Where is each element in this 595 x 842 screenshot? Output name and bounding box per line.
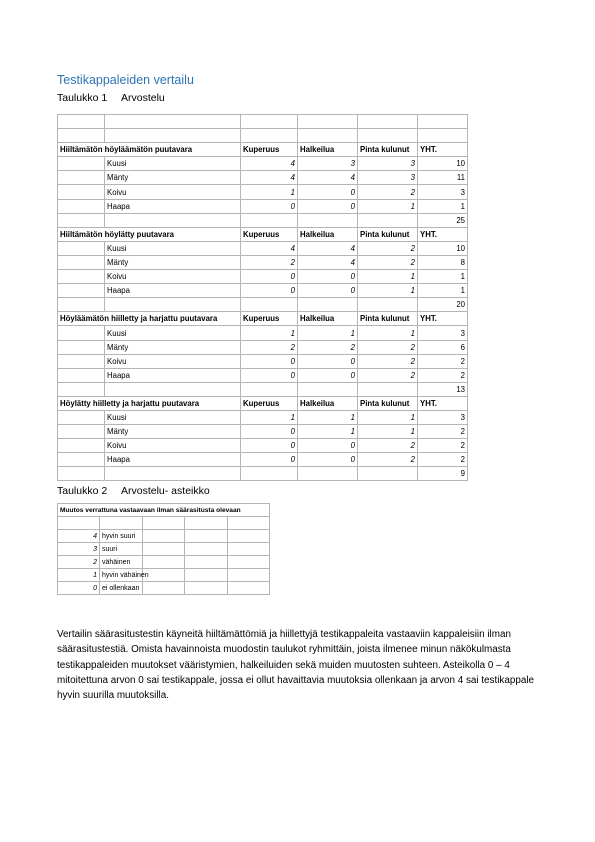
table-cell-empty xyxy=(58,157,105,171)
yht-value: 10 xyxy=(418,157,468,171)
table-cell-empty xyxy=(100,517,143,530)
rating-scale-table xyxy=(57,503,270,595)
wood-type: Mänty xyxy=(105,340,241,354)
wood-type: Kuusi xyxy=(105,326,241,340)
yht-value: 2 xyxy=(418,453,468,467)
table-total-row xyxy=(58,213,468,227)
kuperuus-value: 0 xyxy=(241,439,298,453)
column-header: Pinta kulunut xyxy=(358,312,418,326)
kuperuus-value: 1 xyxy=(241,185,298,199)
table-cell-empty xyxy=(58,129,105,143)
table-cell-empty xyxy=(228,530,270,543)
scale-row xyxy=(58,530,270,543)
pinta-kulunut-value: 2 xyxy=(358,340,418,354)
table-cell-empty xyxy=(358,115,418,129)
pinta-kulunut-value: 2 xyxy=(358,439,418,453)
table-cell-empty xyxy=(358,467,418,481)
halkeilua-value: 0 xyxy=(298,439,358,453)
table-cell-empty xyxy=(58,439,105,453)
table-row xyxy=(58,157,468,171)
wood-type: Haapa xyxy=(105,199,241,213)
table-cell-empty xyxy=(58,425,105,439)
table-cell-empty xyxy=(418,115,468,129)
table-row xyxy=(58,368,468,382)
table-cell-empty xyxy=(228,556,270,569)
table-cell-empty xyxy=(58,453,105,467)
table-cell-empty xyxy=(58,199,105,213)
wood-type: Haapa xyxy=(105,453,241,467)
scale-label: hyvin vähäinen xyxy=(100,569,143,582)
table-cell-empty xyxy=(298,115,358,129)
halkeilua-value: 4 xyxy=(298,241,358,255)
table-cell-empty xyxy=(241,382,298,396)
table-total-row xyxy=(58,382,468,396)
yht-value: 10 xyxy=(418,241,468,255)
kuperuus-value: 0 xyxy=(241,284,298,298)
kuperuus-value: 0 xyxy=(241,425,298,439)
table-cell-empty xyxy=(241,298,298,312)
table-row xyxy=(58,270,468,284)
table-cell-empty xyxy=(298,213,358,227)
table-cell-empty xyxy=(58,340,105,354)
column-header: Halkeilua xyxy=(298,227,358,241)
column-header: YHT. xyxy=(418,143,468,157)
table-total-row xyxy=(58,467,468,481)
table-cell-empty xyxy=(358,382,418,396)
body-paragraph: Vertailin säärasitustestin käyneitä hiiltämättömiä ja hiillettyjä testikappaleita vastaaviin kappaleisiin ilman säärasitustestiä. Omista havainnoista muodostin taulukot ryhmittäin, joista ilmenee minun näkökulmasta testikappaleiden muutokset vääristymien, halkeiluiden sekä muiden muutosten suhteen. Asteikolla 0 – 4 mitoitettuna arvon 0 sai testikappale, jossa ei ollut havaittavia muutoksia ollenkaan ja arvon 4 sai testikappale hyvin suurilla muutoksilla. xyxy=(57,629,535,702)
column-header: Pinta kulunut xyxy=(358,227,418,241)
table-cell-empty xyxy=(143,556,185,569)
table-cell-empty xyxy=(58,213,105,227)
yht-value: 1 xyxy=(418,284,468,298)
table-cell-empty xyxy=(58,241,105,255)
kuperuus-value: 4 xyxy=(241,171,298,185)
pinta-kulunut-value: 2 xyxy=(358,185,418,199)
table-cell-empty xyxy=(58,517,100,530)
wood-type: Kuusi xyxy=(105,157,241,171)
column-header: Kuperuus xyxy=(241,312,298,326)
group-title: Höylätty hiilletty ja harjattu puutavara xyxy=(58,396,241,410)
kuperuus-value: 0 xyxy=(241,354,298,368)
table-row-blank xyxy=(58,517,270,530)
wood-type: Koivu xyxy=(105,439,241,453)
group-total: 13 xyxy=(418,382,468,396)
halkeilua-value: 1 xyxy=(298,410,358,424)
scale-row xyxy=(58,543,270,556)
table-cell-empty xyxy=(58,255,105,269)
table-row xyxy=(58,453,468,467)
column-header: Kuperuus xyxy=(241,143,298,157)
table-cell-empty xyxy=(58,354,105,368)
kuperuus-value: 4 xyxy=(241,241,298,255)
table-cell-empty xyxy=(58,298,105,312)
kuperuus-value: 1 xyxy=(241,326,298,340)
table-cell-empty xyxy=(58,467,105,481)
table-cell-empty xyxy=(185,543,228,556)
pinta-kulunut-value: 1 xyxy=(358,270,418,284)
scale-value: 2 xyxy=(58,556,100,569)
group-total: 20 xyxy=(418,298,468,312)
yht-value: 3 xyxy=(418,410,468,424)
scale-value: 1 xyxy=(58,569,100,582)
table-row xyxy=(58,284,468,298)
halkeilua-value: 1 xyxy=(298,326,358,340)
table-cell-empty xyxy=(105,382,241,396)
kuperuus-value: 0 xyxy=(241,368,298,382)
group-title: Hiiltämätön höylätty puutavara xyxy=(58,227,241,241)
section-heading: Testikappaleiden vertailu xyxy=(57,73,194,87)
yht-value: 2 xyxy=(418,354,468,368)
yht-value: 2 xyxy=(418,439,468,453)
wood-type: Koivu xyxy=(105,354,241,368)
table-cell-empty xyxy=(143,543,185,556)
pinta-kulunut-value: 2 xyxy=(358,255,418,269)
table-row xyxy=(58,425,468,439)
table-cell-empty xyxy=(58,270,105,284)
table-cell-empty xyxy=(105,115,241,129)
table-cell-empty xyxy=(105,298,241,312)
table-cell-empty xyxy=(241,129,298,143)
table-cell-empty xyxy=(241,115,298,129)
table-cell-empty xyxy=(58,368,105,382)
pinta-kulunut-value: 2 xyxy=(358,241,418,255)
column-header: YHT. xyxy=(418,227,468,241)
scale-label: suuri xyxy=(100,543,143,556)
column-header: Halkeilua xyxy=(298,143,358,157)
scale-label: ei ollenkaan xyxy=(100,582,143,595)
halkeilua-value: 4 xyxy=(298,171,358,185)
kuperuus-value: 1 xyxy=(241,410,298,424)
table-cell-empty xyxy=(143,582,185,595)
scale-row xyxy=(58,582,270,595)
halkeilua-value: 1 xyxy=(298,425,358,439)
halkeilua-value: 0 xyxy=(298,354,358,368)
wood-type: Haapa xyxy=(105,284,241,298)
yht-value: 6 xyxy=(418,340,468,354)
column-header: Pinta kulunut xyxy=(358,396,418,410)
table-cell-empty xyxy=(298,467,358,481)
column-header: Kuperuus xyxy=(241,396,298,410)
wood-type: Kuusi xyxy=(105,241,241,255)
halkeilua-value: 0 xyxy=(298,270,358,284)
table-cell-empty xyxy=(143,517,185,530)
table-cell-empty xyxy=(143,530,185,543)
pinta-kulunut-value: 3 xyxy=(358,157,418,171)
halkeilua-value: 0 xyxy=(298,453,358,467)
table-cell-empty xyxy=(185,517,228,530)
table-row-blank xyxy=(58,129,468,143)
halkeilua-value: 4 xyxy=(298,255,358,269)
scale-header-row xyxy=(58,504,270,517)
scale-label: vähäinen xyxy=(100,556,143,569)
table-row xyxy=(58,354,468,368)
halkeilua-value: 0 xyxy=(298,199,358,213)
pinta-kulunut-value: 2 xyxy=(358,354,418,368)
kuperuus-value: 2 xyxy=(241,255,298,269)
kuperuus-value: 0 xyxy=(241,270,298,284)
wood-type: Koivu xyxy=(105,185,241,199)
wood-type: Mänty xyxy=(105,255,241,269)
pinta-kulunut-value: 1 xyxy=(358,284,418,298)
table-cell-empty xyxy=(228,543,270,556)
table-cell-empty xyxy=(58,382,105,396)
table-row-blank xyxy=(58,115,468,129)
column-header: YHT. xyxy=(418,312,468,326)
yht-value: 3 xyxy=(418,185,468,199)
table-cell-empty xyxy=(298,298,358,312)
table-cell-empty xyxy=(358,129,418,143)
table-group-header-row xyxy=(58,227,468,241)
table-cell-empty xyxy=(358,298,418,312)
table-cell-empty xyxy=(58,410,105,424)
scale-header: Muutos verrattuna vastaavaan ilman säärasitusta olevaan xyxy=(58,504,270,517)
column-header: Pinta kulunut xyxy=(358,143,418,157)
table1-caption-title: Arvostelu xyxy=(121,92,165,104)
table-row xyxy=(58,241,468,255)
table-cell-empty xyxy=(185,530,228,543)
table-row xyxy=(58,185,468,199)
table1-caption xyxy=(57,92,165,104)
scale-label: hyvin suuri xyxy=(100,530,143,543)
table-cell-empty xyxy=(105,467,241,481)
table-total-row xyxy=(58,298,468,312)
halkeilua-value: 3 xyxy=(298,157,358,171)
wood-type: Mänty xyxy=(105,171,241,185)
rating-table xyxy=(57,114,468,481)
pinta-kulunut-value: 2 xyxy=(358,368,418,382)
table-cell-empty xyxy=(58,326,105,340)
wood-type: Mänty xyxy=(105,425,241,439)
halkeilua-value: 0 xyxy=(298,368,358,382)
yht-value: 11 xyxy=(418,171,468,185)
table-row xyxy=(58,326,468,340)
table2-caption-title: Arvostelu- asteikko xyxy=(121,485,210,497)
yht-value: 8 xyxy=(418,255,468,269)
kuperuus-value: 0 xyxy=(241,453,298,467)
kuperuus-value: 2 xyxy=(241,340,298,354)
halkeilua-value: 0 xyxy=(298,185,358,199)
table-cell-empty xyxy=(228,569,270,582)
group-title: Hiiltämätön höyläämätön puutavara xyxy=(58,143,241,157)
table2-caption xyxy=(57,485,210,497)
kuperuus-value: 0 xyxy=(241,199,298,213)
table-cell-empty xyxy=(58,284,105,298)
group-title: Höyläämätön hiilletty ja harjattu puutavara xyxy=(58,312,241,326)
table-cell-empty xyxy=(418,129,468,143)
scale-row xyxy=(58,569,270,582)
table-row xyxy=(58,255,468,269)
table-cell-empty xyxy=(298,382,358,396)
column-header: Halkeilua xyxy=(298,312,358,326)
yht-value: 1 xyxy=(418,270,468,284)
column-header: Halkeilua xyxy=(298,396,358,410)
table-cell-empty xyxy=(358,213,418,227)
scale-row xyxy=(58,556,270,569)
group-total: 25 xyxy=(418,213,468,227)
table1-caption-number: Taulukko 1 xyxy=(57,92,108,104)
group-total: 9 xyxy=(418,467,468,481)
kuperuus-value: 4 xyxy=(241,157,298,171)
table-cell-empty xyxy=(298,129,358,143)
wood-type: Haapa xyxy=(105,368,241,382)
yht-value: 1 xyxy=(418,199,468,213)
pinta-kulunut-value: 2 xyxy=(358,453,418,467)
table-cell-empty xyxy=(241,467,298,481)
pinta-kulunut-value: 3 xyxy=(358,171,418,185)
table-row xyxy=(58,439,468,453)
scale-value: 3 xyxy=(58,543,100,556)
table-row xyxy=(58,340,468,354)
halkeilua-value: 2 xyxy=(298,340,358,354)
yht-value: 2 xyxy=(418,368,468,382)
scale-value: 4 xyxy=(58,530,100,543)
table-row xyxy=(58,410,468,424)
yht-value: 3 xyxy=(418,326,468,340)
table-group-header-row xyxy=(58,312,468,326)
table-cell-empty xyxy=(241,213,298,227)
table2-caption-number: Taulukko 2 xyxy=(57,485,108,497)
table-cell-empty xyxy=(228,517,270,530)
table-cell-empty xyxy=(228,582,270,595)
table-cell-empty xyxy=(58,185,105,199)
column-header: Kuperuus xyxy=(241,227,298,241)
table-cell-empty xyxy=(185,569,228,582)
pinta-kulunut-value: 1 xyxy=(358,410,418,424)
table-cell-empty xyxy=(58,171,105,185)
table-group-header-row xyxy=(58,396,468,410)
table-cell-empty xyxy=(185,556,228,569)
column-header: YHT. xyxy=(418,396,468,410)
halkeilua-value: 0 xyxy=(298,284,358,298)
pinta-kulunut-value: 1 xyxy=(358,326,418,340)
table-cell-empty xyxy=(105,213,241,227)
scale-value: 0 xyxy=(58,582,100,595)
pinta-kulunut-value: 1 xyxy=(358,425,418,439)
wood-type: Koivu xyxy=(105,270,241,284)
table-row xyxy=(58,171,468,185)
yht-value: 2 xyxy=(418,425,468,439)
wood-type: Kuusi xyxy=(105,410,241,424)
table-cell-empty xyxy=(58,115,105,129)
pinta-kulunut-value: 1 xyxy=(358,199,418,213)
table-row xyxy=(58,199,468,213)
table-cell-empty xyxy=(105,129,241,143)
table-group-header-row xyxy=(58,143,468,157)
table-cell-empty xyxy=(185,582,228,595)
